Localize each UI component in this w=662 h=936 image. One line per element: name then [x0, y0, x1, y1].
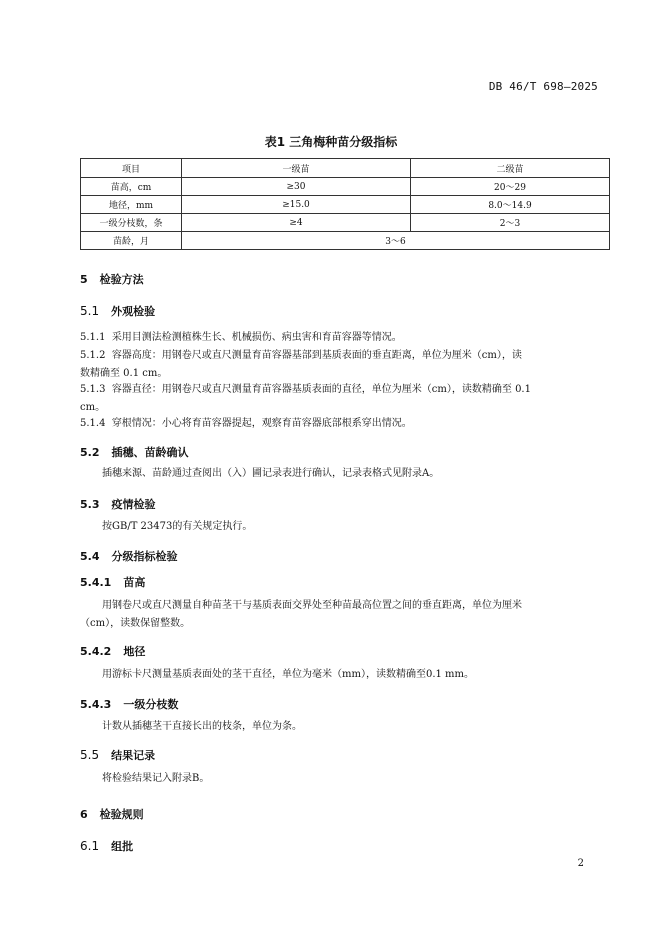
table-header-cell: 二级苗 — [411, 159, 610, 178]
section-title: 检验方法 — [99, 273, 144, 286]
section-5-4-3-heading — [80, 696, 178, 712]
section-title: 疫情检验 — [111, 498, 156, 511]
table-row — [81, 196, 610, 214]
clause-number: 5.1.2 — [80, 350, 106, 361]
table-row — [81, 214, 610, 232]
table-cell: 20～29 — [411, 178, 610, 196]
section-number: 5.4 — [80, 550, 100, 563]
section-6-heading — [80, 806, 144, 822]
section-number: 5.2 — [80, 446, 100, 459]
section-6-1-heading — [80, 838, 133, 854]
section-5-4-1-heading — [80, 574, 145, 590]
section-5-2-text: 插穗来源、苗龄通过查阅出（入）圃记录表进行确认，记录表格式见附录A。 — [102, 468, 440, 479]
page-number: 2 — [577, 858, 584, 869]
section-number: 5.3 — [80, 498, 100, 511]
clause-text: 容器直径：用钢卷尺或直尺测量育苗容器基质表面的直径，单位为厘米（cm），读数精确至 0.1 — [111, 384, 531, 395]
clause-text: 穿根情况：小心将育苗容器提起，观察育苗容器底部根系穿出情况。 — [111, 418, 412, 429]
document-code: DB 46/T 698—2025 — [488, 80, 598, 93]
section-title: 分级指标检验 — [111, 550, 178, 563]
clause-text-continued: 数精确至 0.1 cm。 — [80, 368, 168, 379]
section-5-4-heading — [80, 548, 178, 564]
table-cell: 8.0～14.9 — [411, 196, 610, 214]
paragraph-line: （cm），读数保留整数。 — [80, 618, 191, 629]
section-5-3-text: 按GB/T 23473的有关规定执行。 — [102, 521, 253, 532]
section-title: 组批 — [111, 840, 134, 853]
section-title: 地径 — [123, 645, 146, 658]
section-5-4-1-text — [80, 597, 600, 633]
table-cell: 一级分枝数，条 — [81, 214, 182, 232]
table-cell: 苗龄，月 — [81, 232, 182, 250]
table-row — [81, 178, 610, 196]
table-cell: ≥30 — [182, 178, 411, 196]
clause-number: 5.1.1 — [80, 332, 106, 343]
clause-text: 容器高度：用钢卷尺或直尺测量育苗容器基部到基质表面的垂直距离，单位为厘米（cm），读 — [111, 350, 522, 361]
clause-number: 5.1.3 — [80, 384, 106, 395]
section-title: 苗高 — [123, 576, 146, 589]
clause-text: 采用目测法检测植株生长、机械损伤、病虫害和育苗容器等情况。 — [111, 332, 402, 343]
section-5-4-2-heading — [80, 643, 145, 659]
section-number: 5.4.1 — [80, 576, 112, 589]
section-5-4-2-text: 用游标卡尺测量基质表面处的茎干直径，单位为毫米（mm），读数精确至0.1 mm。 — [102, 669, 475, 680]
section-number: 6 — [80, 808, 88, 821]
section-number: 5.4.2 — [80, 645, 112, 658]
table-row — [81, 232, 610, 250]
clause-5-1-2 — [80, 347, 600, 383]
table-cell: 地径，mm — [81, 196, 182, 214]
section-number: 5.1 — [80, 304, 100, 318]
clause-number: 5.1.4 — [80, 418, 106, 429]
section-5-1-heading — [80, 303, 155, 319]
table-cell: 苗高，cm — [81, 178, 182, 196]
section-5-4-3-text: 计数从插穗茎干直接长出的枝条，单位为条。 — [102, 721, 302, 732]
section-5-2-heading — [80, 444, 189, 460]
table-cell: 2～3 — [411, 214, 610, 232]
clause-text-continued: cm。 — [80, 402, 106, 413]
section-title: 外观检验 — [111, 305, 156, 318]
section-title: 插穗、苗龄确认 — [111, 446, 189, 459]
section-title: 检验规则 — [99, 808, 144, 821]
table-cell: 3～6 — [182, 232, 610, 250]
section-5-3-heading — [80, 496, 156, 512]
section-5-5-heading — [80, 747, 155, 763]
table-header-cell: 一级苗 — [182, 159, 411, 178]
section-number: 5 — [80, 273, 88, 286]
table-cell: ≥15.0 — [182, 196, 411, 214]
section-number: 5.5 — [80, 748, 100, 762]
section-number: 6.1 — [80, 839, 100, 853]
section-title: 一级分枝数 — [123, 698, 179, 711]
section-5-heading — [80, 271, 144, 287]
grading-table — [80, 158, 610, 250]
section-title: 结果记录 — [111, 749, 156, 762]
clause-5-1-1 — [80, 329, 600, 347]
table-cell: ≥4 — [182, 214, 411, 232]
table-caption: 表1 三角梅种苗分级指标 — [264, 135, 398, 149]
table-header-cell: 项目 — [81, 159, 182, 178]
section-5-5-text: 将检验结果记入附录B。 — [102, 773, 210, 784]
clause-5-1-3 — [80, 381, 600, 417]
clause-5-1-4 — [80, 415, 600, 433]
section-number: 5.4.3 — [80, 698, 112, 711]
table-header-row — [81, 159, 610, 178]
paragraph-line: 用钢卷尺或直尺测量自种苗茎干与基质表面交界处至种苗最高位置之间的垂直距离，单位为厘米 — [102, 600, 522, 611]
